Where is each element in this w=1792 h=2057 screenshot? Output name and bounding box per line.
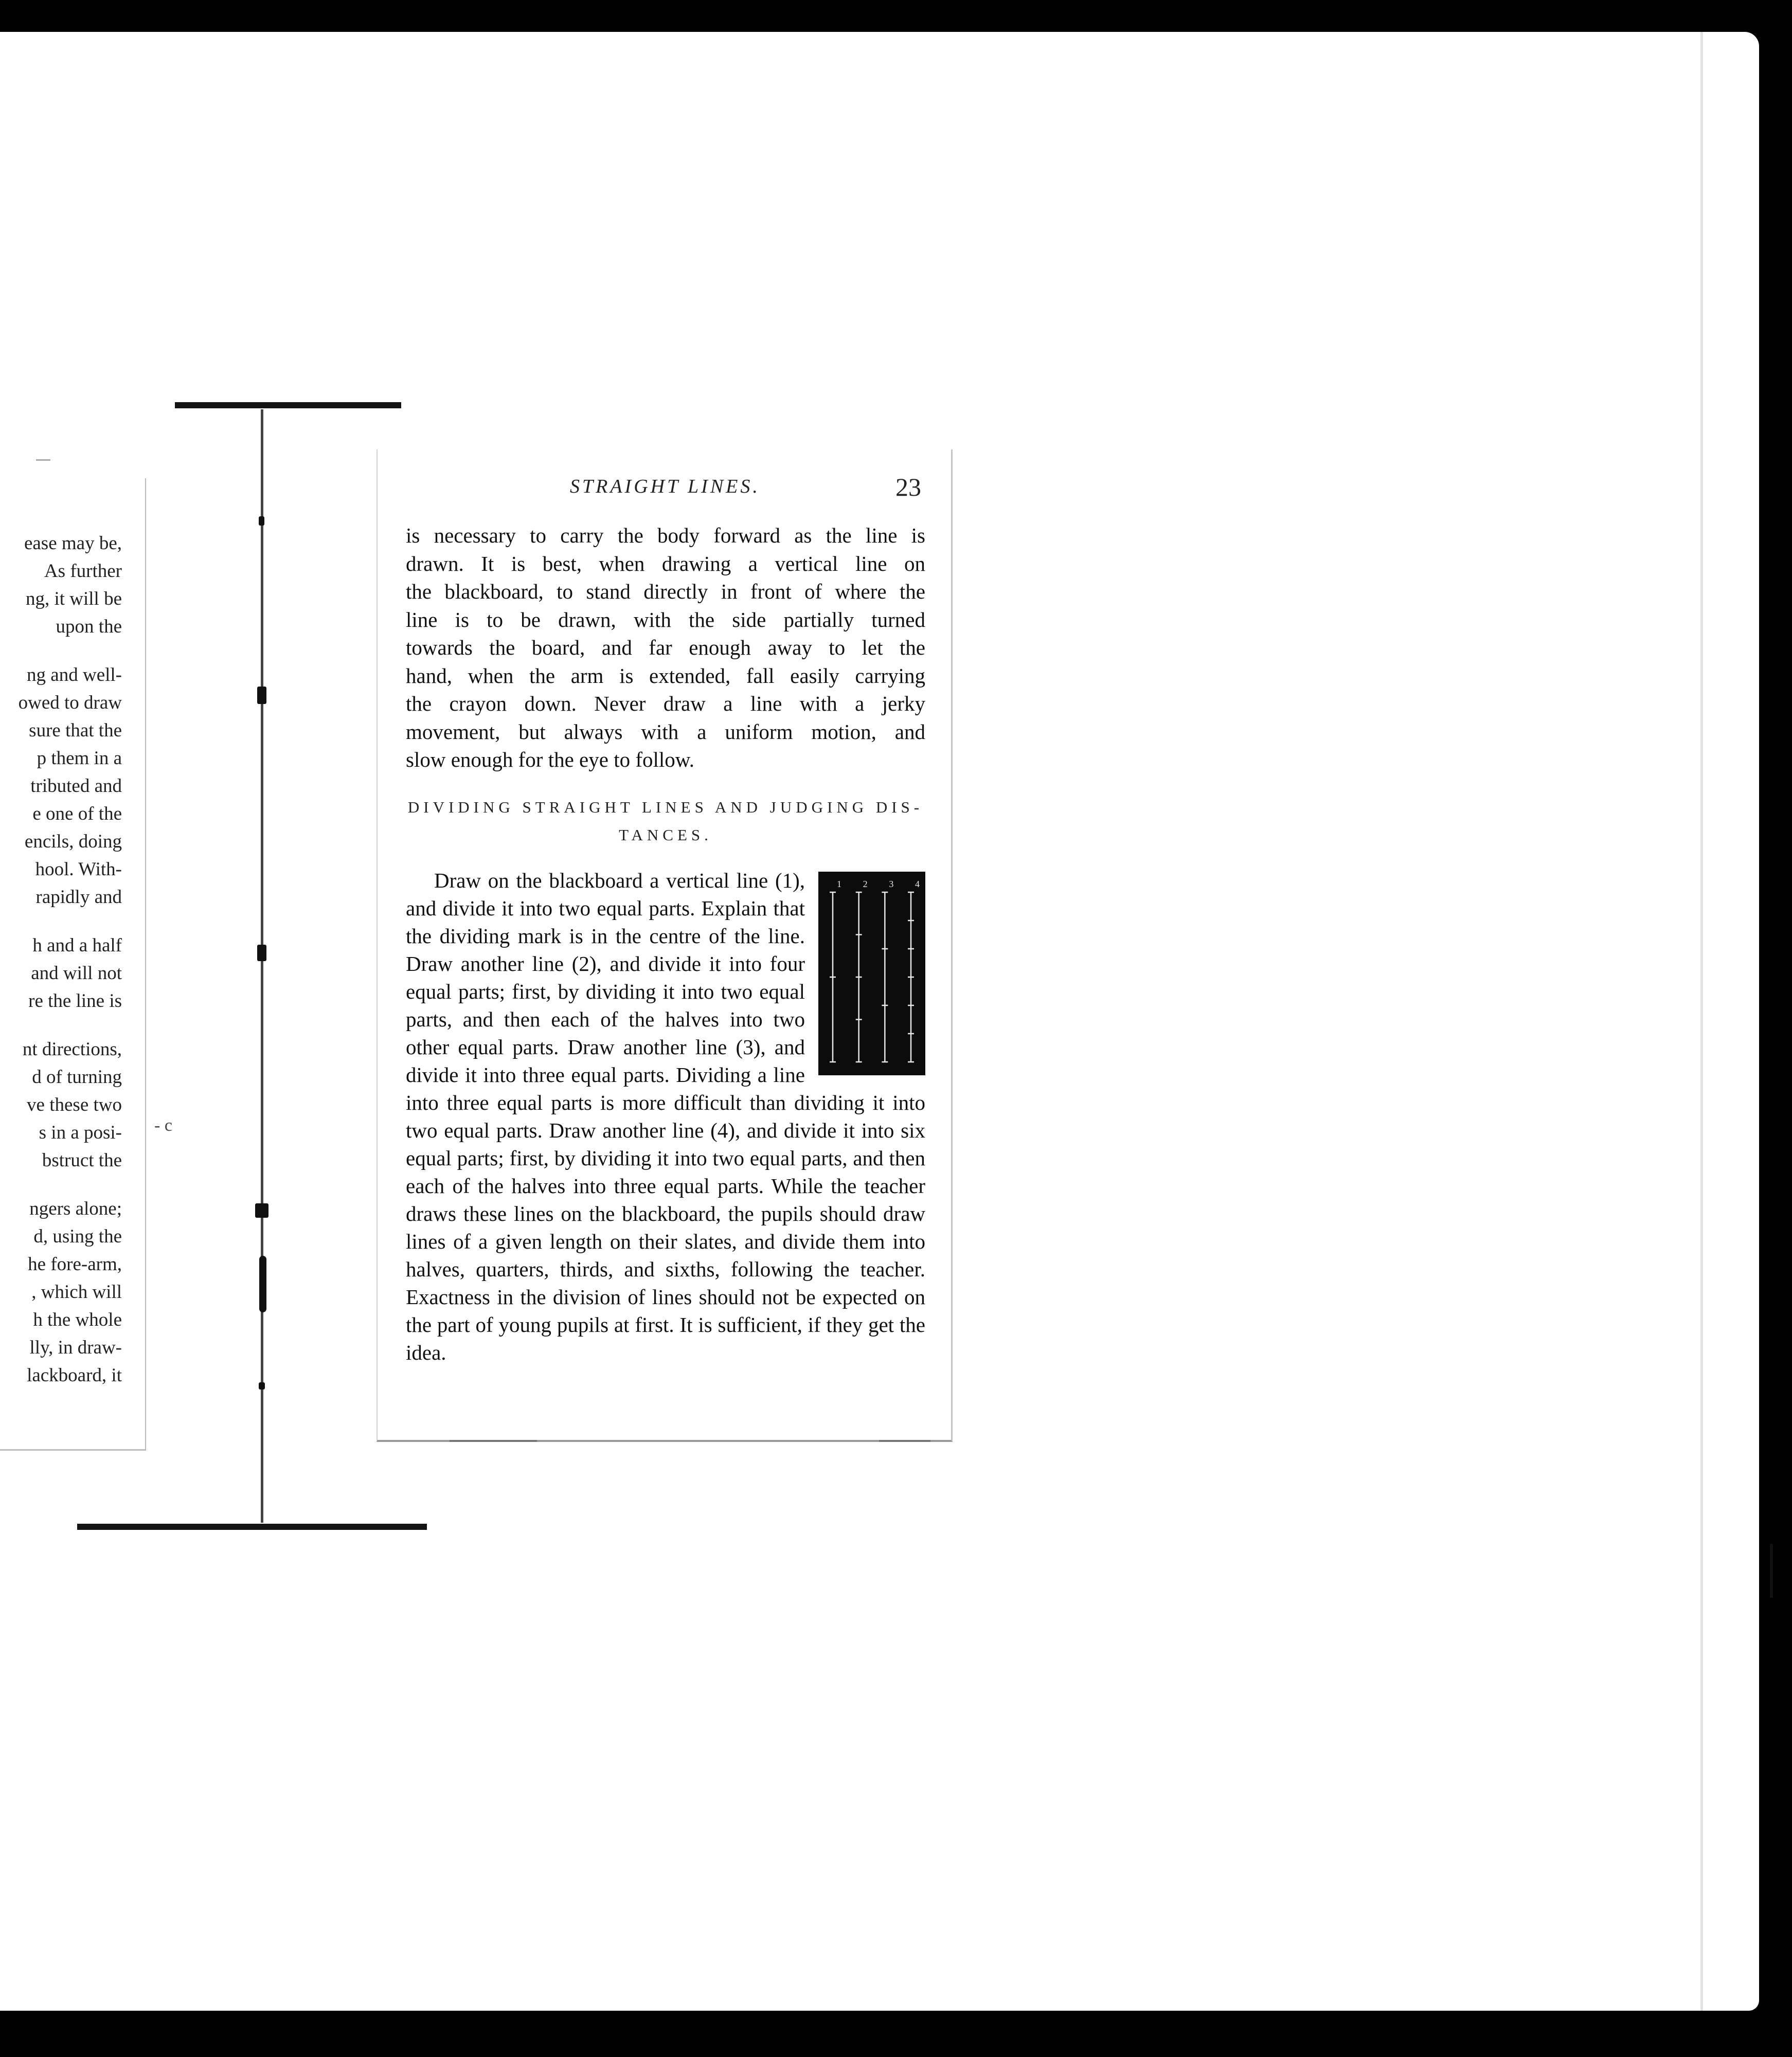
page-foot-mark [879,1440,930,1442]
spine-mark [259,516,264,526]
left-page-line: lly, in draw- [29,1337,122,1358]
left-page-line: owed to draw [18,692,122,713]
paragraph-2: Draw on the blackboard a vertical line (1), and divide it into two equal parts. Explain that the dividing mark is in the centre of the line. Draw another line (2), and divide it into four equal parts; first, by dividing it into two equal parts, and then each of the halves into two other equal parts. Draw another line (3), and divide it into three equal parts. Dividing a line into three equal parts is more difficult than dividing it into two equal parts. Draw another line (4), and divide it into six equal parts; first, by dividing it into two equal parts, and then each of the halves into three equal parts. While the teacher draws these lines on the blackboard, the pupils should draw lines of a given length on their slates, and divide them into halves, quarters, thirds, and sixths, following the teacher. Exactness in the division of lines should not be expected on the part of young pupils at first. It is sufficient, if they get the idea. [406,868,925,1364]
right-page [377,449,953,1442]
left-page-line: h and a half [32,935,122,956]
stray-mark: - c [154,1116,172,1135]
section-heading [406,793,925,849]
binding-bottom-bar [77,1524,427,1530]
left-page-text [0,530,122,1390]
left-page-line: ease may be, [24,533,122,554]
left-page-line: s in a posi- [39,1122,122,1143]
page-header [378,475,951,511]
left-page-top-mark [36,459,50,461]
spine-mark [259,1382,265,1390]
left-page-line: sure that the [29,720,122,741]
page-foot-mark [450,1440,537,1442]
figure-line-label: 3 [889,878,894,889]
left-page-line: and will not [31,963,122,984]
left-page-line: d, using the [33,1226,122,1247]
paragraph-1-line: the blackboard, to stand directly in front of where the [406,580,925,603]
paragraph-1-line: towards the board, and far enough away to let the [406,636,925,659]
left-page-line: p them in a [37,748,122,769]
paragraph-1 [406,521,925,774]
left-page-line: lackboard, it [27,1365,122,1386]
figure-line-label: 1 [837,878,841,889]
figure-line-label: 4 [915,878,920,889]
left-page-line: As further [44,561,122,582]
sheet-edge-mark [1770,1544,1773,1598]
page-body [406,521,925,1366]
paragraph-1-line: drawn. It is best, when drawing a vertical line on [406,551,925,575]
paragraph-1-line: movement, but always with a uniform motion, and [406,719,925,744]
left-page-line: he fore-arm, [28,1254,122,1275]
page-number: 23 [895,473,921,501]
paragraph-1-line: line is to be drawn, with the side partially turned [406,607,925,631]
left-page-line: re the line is [28,990,122,1012]
spine-mark [257,945,266,961]
binding-top-bar [175,402,401,408]
divided-lines-diagram [818,872,925,1075]
spine-mark [257,687,266,704]
section-heading-line-2: TANCES. [619,825,712,844]
section-heading-line-1: DIVIDING STRAIGHT LINES AND JUDGING DIS- [407,798,924,816]
spine-mark [259,1256,266,1312]
paragraph-1-line: the crayon down. Never draw a line with a jerky [406,692,925,715]
left-page-line: d of turning [32,1067,122,1088]
paragraph-1-line: slow enough for the eye to follow. [406,748,694,771]
left-page-line: e one of the [32,803,122,824]
left-page-line: ngers alone; [29,1198,122,1219]
left-page-line: tributed and [30,775,122,797]
left-page-line: ng, it will be [25,588,122,609]
left-page-line: encils, doing [24,831,122,852]
left-page-line: rapidly and [35,887,122,908]
running-title: STRAIGHT LINES. [570,476,760,497]
paragraph-1-line: is necessary to carry the body forward as the line is [406,524,925,547]
binding-spine [261,409,263,1523]
left-page-line: h the whole [33,1309,122,1330]
left-page-line: ng and well- [27,664,122,685]
sheet-edge-shadow [1700,32,1703,2011]
left-page-line: nt directions, [22,1039,122,1060]
left-page [0,478,146,1451]
left-page-line: , which will [31,1282,122,1303]
left-page-line: ve these two [27,1094,122,1115]
left-page-line: upon the [56,616,122,637]
blackboard-figure [818,872,925,1075]
paragraph-1-line: hand, when the arm is extended, fall easily carrying [406,663,925,688]
spine-mark [255,1203,268,1218]
left-page-line: bstruct the [42,1150,122,1171]
figure-line-label: 2 [863,878,868,889]
left-page-line: hool. With- [35,859,122,880]
